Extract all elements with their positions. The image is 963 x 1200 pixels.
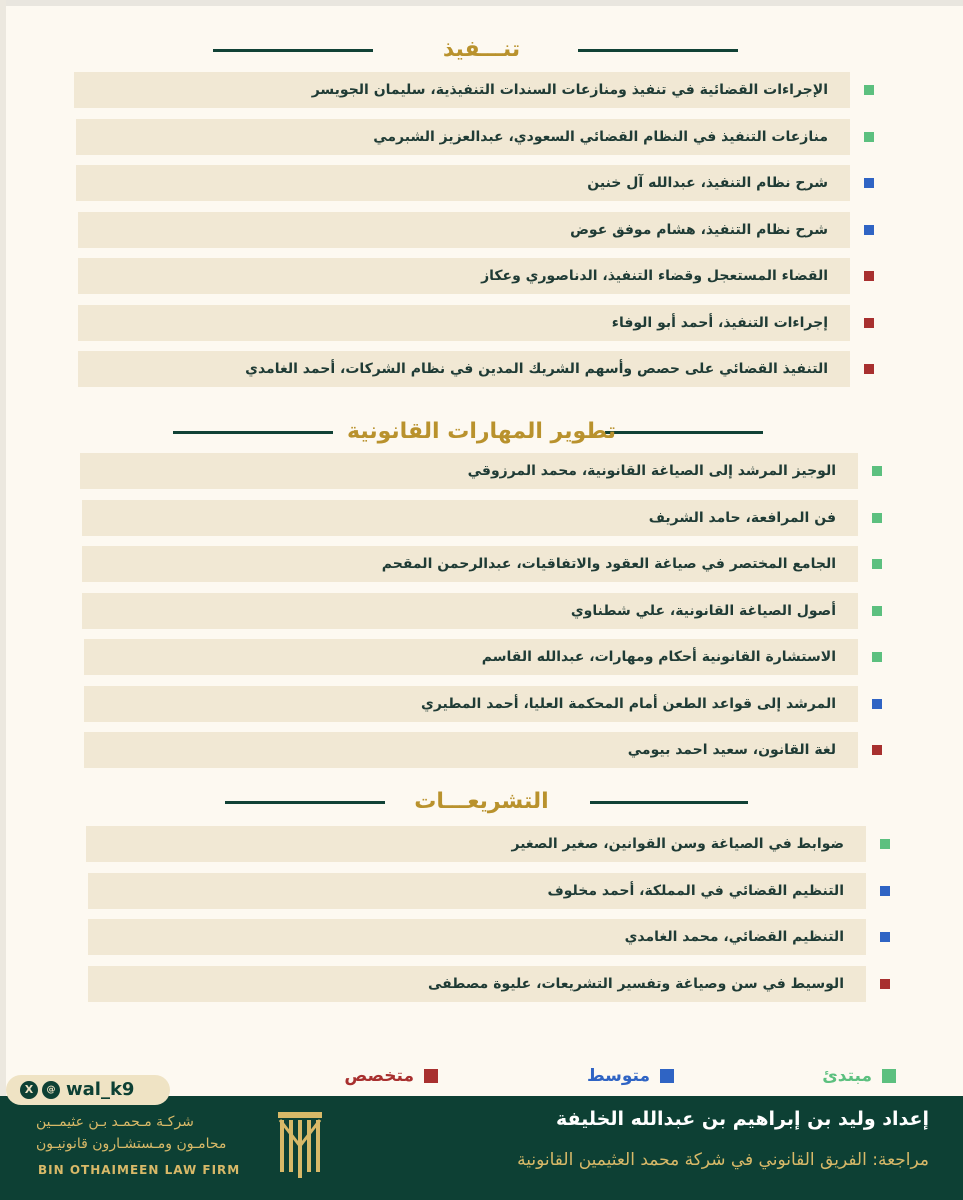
level-bullet-beginner	[864, 132, 874, 142]
section-title: التشريعـــات	[414, 789, 549, 814]
section-title: تطوير المهارات القانونية	[347, 419, 616, 444]
book-title: التنفيذ القضائي على حصص وأسهم الشريك المدين في نظام الشركات، أحمد الغامدي	[245, 361, 828, 377]
x-logo-icon: X	[20, 1081, 38, 1099]
list-item	[76, 119, 850, 155]
section-header-enforcement	[0, 30, 963, 70]
book-title: شرح نظام التنفيذ، هشام موفق عوض	[570, 222, 828, 238]
book-title: إجراءات التنفيذ، أحمد أبو الوفاء	[611, 315, 828, 331]
social-handle-badge[interactable]	[6, 1075, 170, 1105]
legend-label-beginner: مبتدئ	[822, 1066, 872, 1086]
level-bullet-beginner	[872, 652, 882, 662]
list-item	[82, 546, 858, 582]
book-title: المرشد إلى قواعد الطعن أمام المحكمة العليا، أحمد المطيري	[421, 696, 836, 712]
list-item	[78, 351, 850, 387]
threads-logo-icon: @	[42, 1081, 60, 1099]
legend-label-specialist: متخصص	[344, 1066, 414, 1086]
level-bullet-beginner	[872, 559, 882, 569]
book-title: الاستشارة القانونية أحكام ومهارات، عبدالله القاسم	[481, 649, 836, 665]
level-bullet-intermediate	[872, 699, 882, 709]
list-item	[88, 873, 866, 909]
book-title: ضوابط في الصياغة وسن القوانين، صغير الصغير	[511, 836, 844, 852]
firm-tagline-arabic: محامـون ومـستشـارون قانونيـون	[36, 1136, 227, 1152]
level-bullet-beginner	[880, 839, 890, 849]
level-bullet-beginner	[872, 513, 882, 523]
legend-beginner	[760, 1064, 896, 1088]
list-item	[74, 72, 850, 108]
firm-logo-icon	[278, 1112, 322, 1182]
level-bullet-specialist	[872, 745, 882, 755]
book-title: التنظيم القضائي، محمد الغامدي	[624, 929, 844, 945]
book-title: الإجراءات القضائية في تنفيذ ومنازعات السندات التنفيذية، سليمان الجويسر	[311, 82, 828, 98]
level-bullet-specialist	[864, 364, 874, 374]
prepared-by: إعداد وليد بن إبراهيم بن عبدالله الخليفة	[555, 1108, 929, 1130]
firm-name-arabic: شركـة مـحمـد بـن عثيمــين	[36, 1114, 194, 1130]
level-bullet-beginner	[872, 466, 882, 476]
legend-label-intermediate: متوسط	[586, 1066, 650, 1086]
list-item	[84, 686, 858, 722]
level-bullet-intermediate	[864, 225, 874, 235]
list-item	[86, 826, 866, 862]
level-bullet-beginner	[864, 85, 874, 95]
list-item	[82, 500, 858, 536]
list-item	[78, 258, 850, 294]
level-bullet-specialist	[864, 271, 874, 281]
left-edge	[0, 0, 6, 1200]
section-title: تنـــفيذ	[442, 37, 521, 62]
list-item	[84, 639, 858, 675]
book-title: القضاء المستعجل وقضاء التنفيذ، الدناصوري وعكاز	[481, 268, 828, 284]
book-title: فن المرافعة، حامد الشريف	[648, 510, 836, 526]
level-bullet-intermediate	[880, 886, 890, 896]
level-bullet-specialist	[880, 979, 890, 989]
list-item	[78, 212, 850, 248]
book-title: لغة القانون، سعيد احمد بيومي	[627, 742, 836, 758]
top-band	[0, 0, 963, 6]
book-title: الوجيز المرشد إلى الصياغة القانونية، محمد المرزوقي	[467, 463, 836, 479]
list-item	[78, 305, 850, 341]
firm-name-english: BIN OTHAIMEEN LAW FIRM	[38, 1163, 241, 1177]
section-header-legal-skills	[0, 412, 963, 452]
book-title: شرح نظام التنفيذ، عبدالله آل خنين	[587, 175, 828, 191]
book-title: التنظيم القضائي في المملكة، أحمد مخلوف	[547, 883, 844, 899]
legend-specialist	[300, 1064, 438, 1088]
book-title: منازعات التنفيذ في النظام القضائي السعودي، عبدالعزيز الشبرمي	[373, 129, 828, 145]
book-title: أصول الصياغة القانونية، علي شطناوي	[570, 603, 836, 619]
handle-text: wal_k9	[66, 1079, 135, 1100]
legend-swatch-beginner	[882, 1069, 896, 1083]
level-bullet-specialist	[864, 318, 874, 328]
reviewed-by: مراجعة: الفريق القانوني في شركة محمد العثيمين القانونية	[517, 1150, 929, 1170]
book-title: الجامع المختصر في صياغة العقود والاتفاقيات، عبدالرحمن المقحم	[381, 556, 836, 572]
level-bullet-beginner	[872, 606, 882, 616]
list-item	[84, 732, 858, 768]
legend-swatch-specialist	[424, 1069, 438, 1083]
list-item	[82, 593, 858, 629]
legend-swatch-intermediate	[660, 1069, 674, 1083]
list-item	[76, 165, 850, 201]
level-bullet-intermediate	[880, 932, 890, 942]
legend-intermediate	[520, 1064, 674, 1088]
list-item	[88, 919, 866, 955]
book-title: الوسيط في سن وصياغة وتفسير التشريعات، عليوة مصطفى	[428, 976, 844, 992]
level-bullet-intermediate	[864, 178, 874, 188]
section-header-legislation	[0, 782, 963, 822]
list-item	[80, 453, 858, 489]
list-item	[88, 966, 866, 1002]
